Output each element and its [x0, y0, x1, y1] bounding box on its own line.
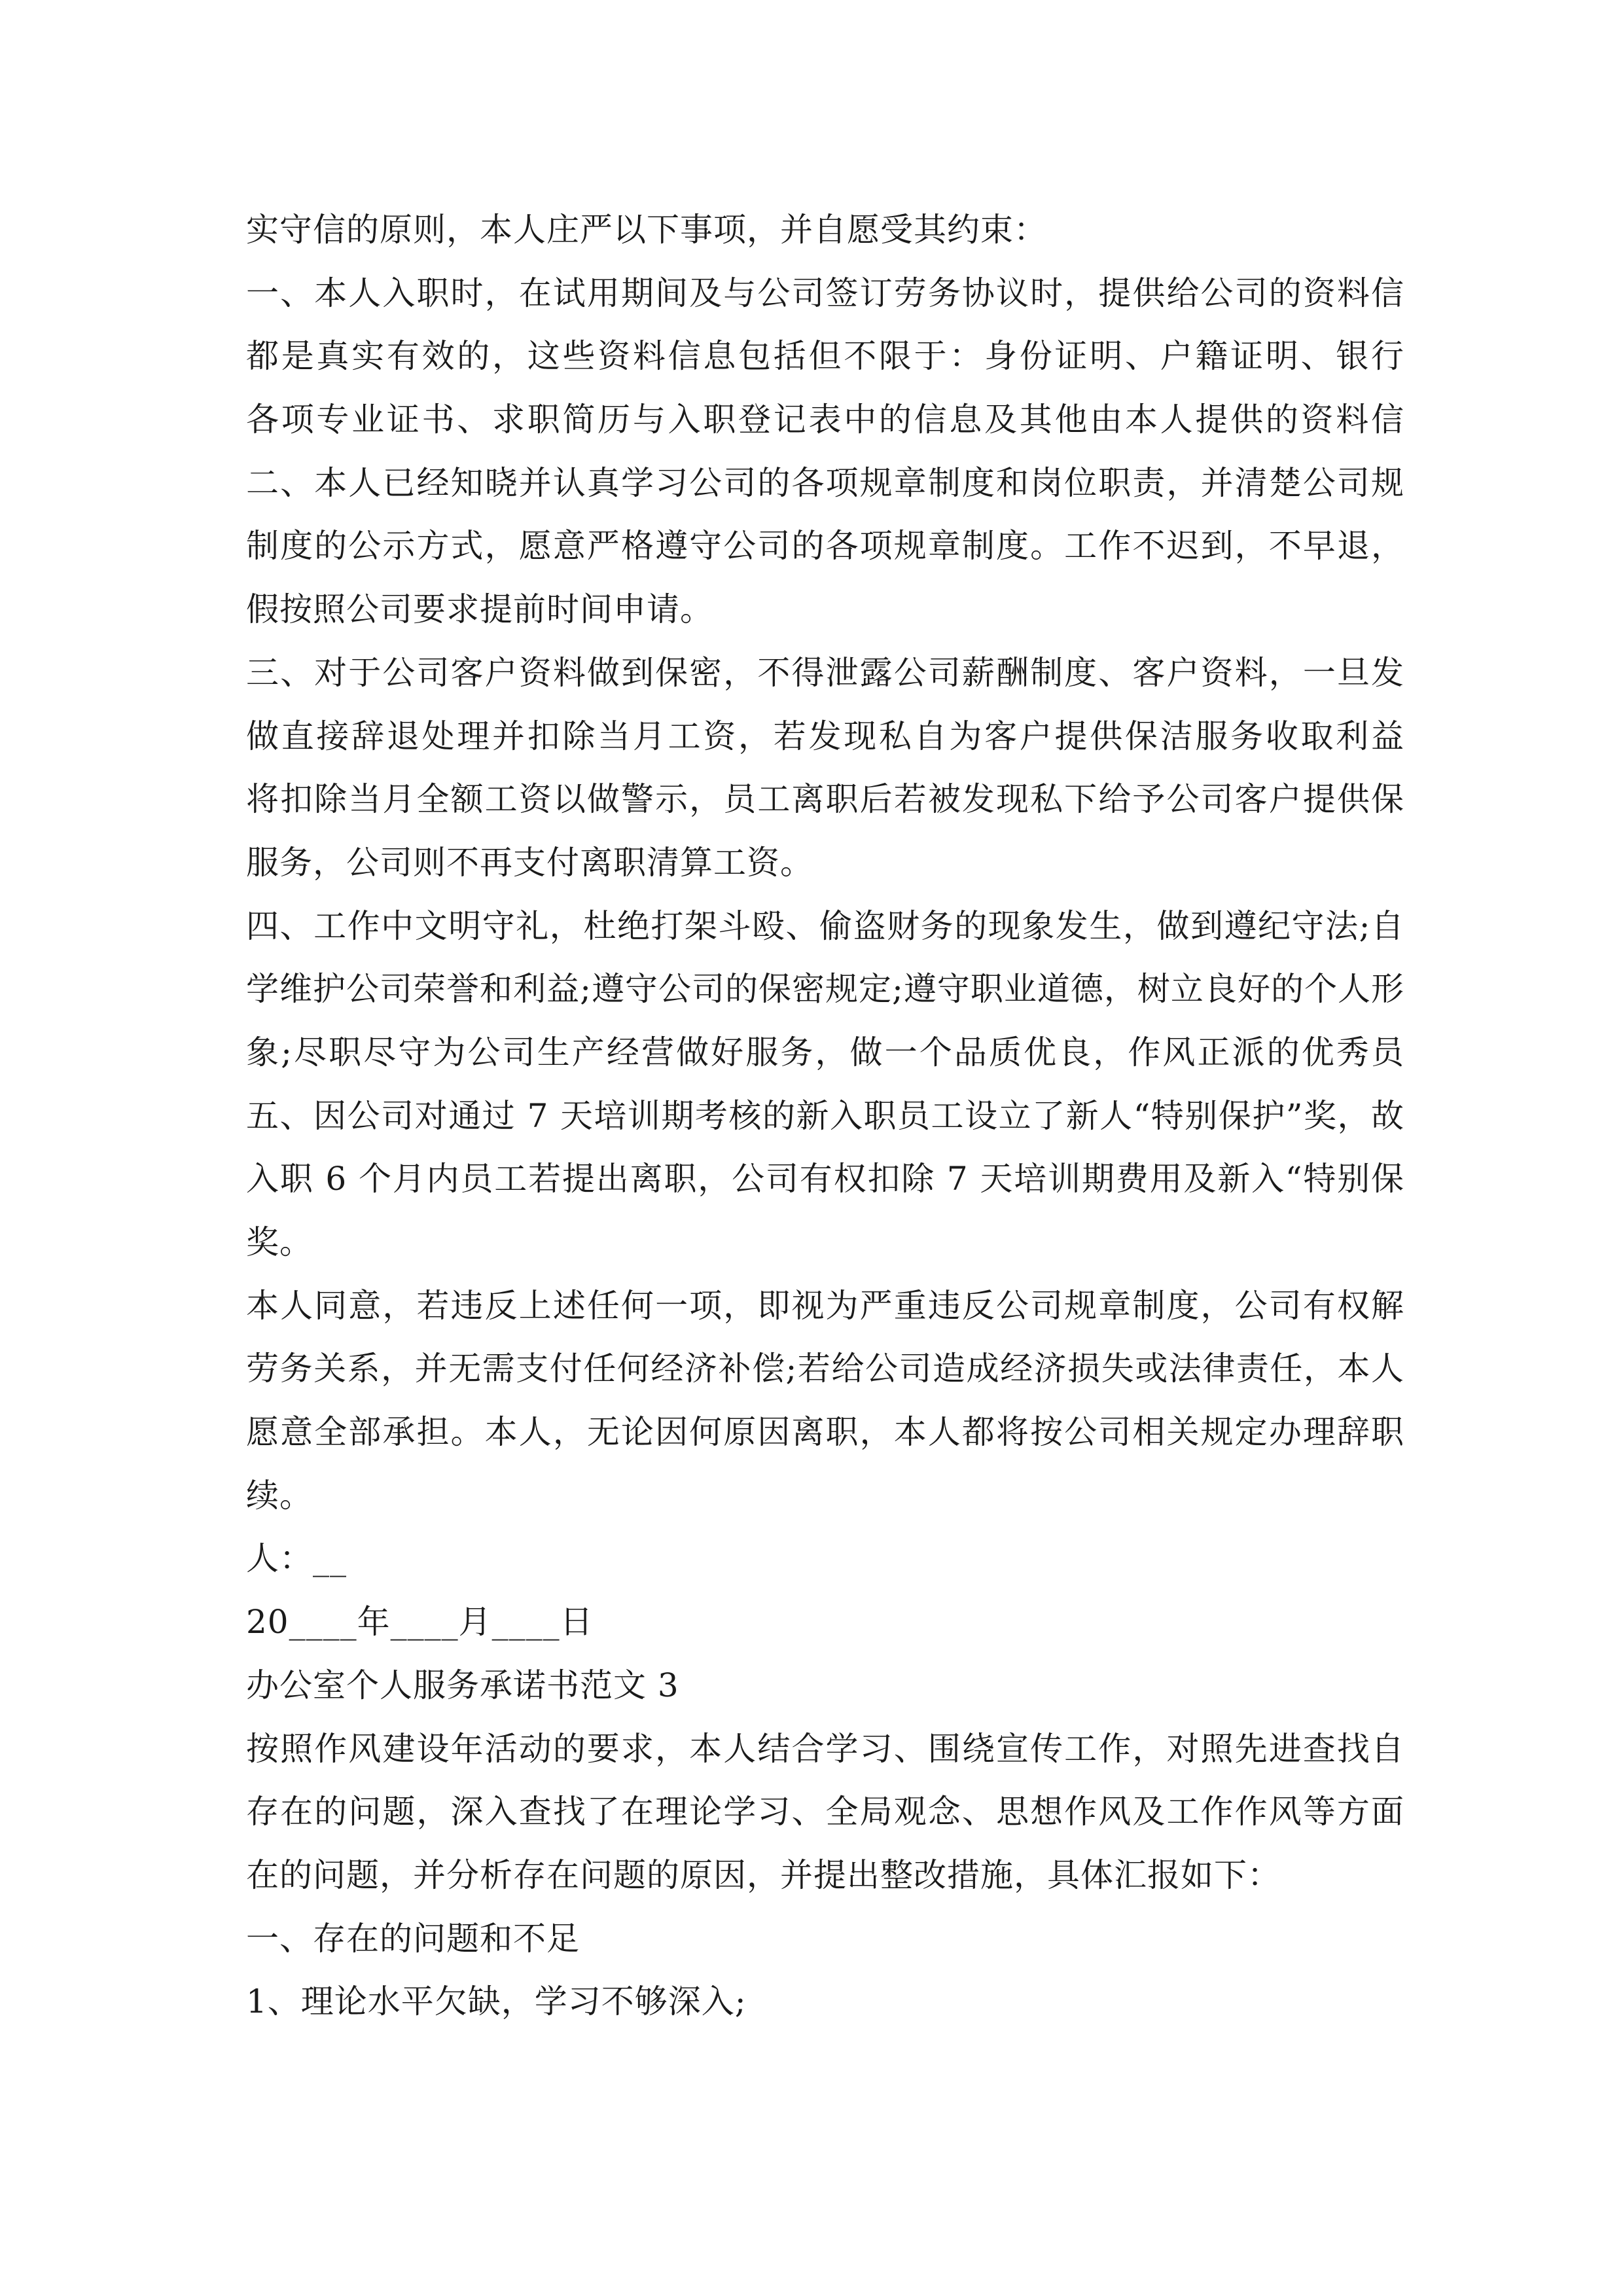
text-line: 制度的公示方式，愿意严格遵守公司的各项规章制度。工作不迟到，不早退，	[246, 527, 1404, 565]
text-line: 奖。	[246, 1223, 313, 1261]
text-line: 存在的问题，深入查找了在理论学习、全局观念、思想作风及工作作风等方面	[246, 1793, 1404, 1831]
text-line: 愿意全部承担。本人，无论因何原因离职，本人都将按公司相关规定办理辞职	[246, 1413, 1404, 1452]
text-line: 办公室个人服务承诺书范文 3	[246, 1666, 679, 1704]
text-line: 一、本人入职时，在试用期间及与公司签订劳务协议时，提供给公司的资料信	[246, 274, 1404, 312]
text-line: 入职 6 个月内员工若提出离职，公司有权扣除 7 天培训期费用及新入“特别保	[246, 1160, 1404, 1198]
text-line: 五、因公司对通过 7 天培训期考核的新入职员工设立了新人“特别保护”奖，故	[246, 1096, 1404, 1135]
text-line: 在的问题，并分析存在问题的原因，并提出整改措施，具体汇报如下：	[246, 1856, 1281, 1894]
text-line: 按照作风建设年活动的要求，本人结合学习、围绕宣传工作，对照先进查找自	[246, 1729, 1404, 1768]
text-line: 1、理论水平欠缺，学习不够深入;	[246, 1982, 747, 2021]
text-line: 都是真实有效的，这些资料信息包括但不限于：身份证明、户籍证明、银行	[246, 337, 1404, 376]
document-body	[246, 198, 1404, 2034]
text-line: 人：__	[246, 1539, 347, 1578]
text-line: 将扣除当月全额工资以做警示，员工离职后若被发现私下给予公司客户提供保	[246, 780, 1404, 819]
text-line: 20____年____月____日	[246, 1603, 594, 1641]
text-line: 本人同意，若违反上述任何一项，即视为严重违反公司规章制度，公司有权解	[246, 1286, 1404, 1325]
text-line: 劳务关系，并无需支付任何经济补偿;若给公司造成经济损失或法律责任，本人	[246, 1350, 1404, 1388]
text-line: 做直接辞退处理并扣除当月工资，若发现私自为客户提供保洁服务收取利益	[246, 717, 1404, 755]
text-line: 象;尽职尽守为公司生产经营做好服务，做一个品质优良，作风正派的优秀员	[246, 1033, 1404, 1071]
text-line: 假按照公司要求提前时间申请。	[246, 590, 713, 629]
text-line: 学维护公司荣誉和利益;遵守公司的保密规定;遵守职业道德，树立良好的个人形	[246, 970, 1404, 1009]
text-line: 实守信的原则，本人庄严以下事项，并自愿受其约束：	[246, 211, 1047, 249]
text-line: 四、工作中文明守礼，杜绝打架斗殴、偷盗财务的现象发生，做到遵纪守法;自	[246, 906, 1404, 945]
text-line: 续。	[246, 1476, 313, 1515]
text-line: 三、对于公司客户资料做到保密，不得泄露公司薪酬制度、客户资料，一旦发	[246, 653, 1404, 692]
text-line: 二、本人已经知晓并认真学习公司的各项规章制度和岗位职责，并清楚公司规	[246, 463, 1404, 502]
text-line: 各项专业证书、求职简历与入职登记表中的信息及其他由本人提供的资料信	[246, 401, 1404, 439]
text-line: 一、存在的问题和不足	[246, 1919, 580, 1958]
text-line: 服务，公司则不再支付离职清算工资。	[246, 843, 813, 882]
